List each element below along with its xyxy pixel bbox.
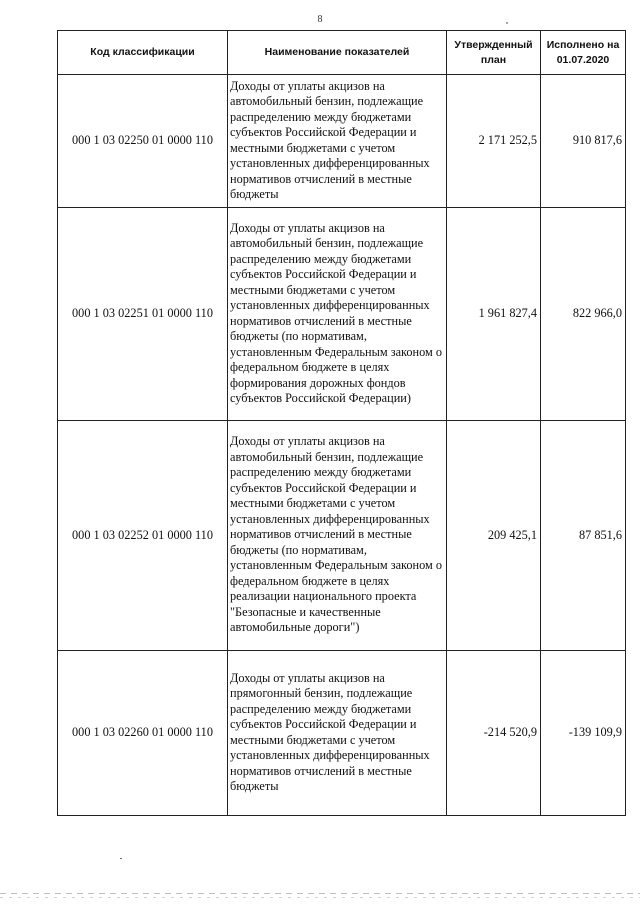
row-code: 000 1 03 02252 01 0000 110	[58, 421, 228, 651]
header-name: Наименование показателей	[228, 31, 447, 75]
row-plan: -214 520,9	[447, 651, 541, 816]
table-row	[58, 208, 626, 421]
row-executed: -139 109,9	[541, 651, 626, 816]
page-number: 8	[317, 14, 323, 25]
row-name: Доходы от уплаты акцизов на автомобильный бензин, подлежащие распределению между бюджетами субъектов Российской Федерации и местными бюджетами с учетом установленных дифференцированных нормативов отчислений в местные бюджеты	[228, 75, 447, 208]
row-plan: 2 171 252,5	[447, 75, 541, 208]
row-executed: 87 851,6	[541, 421, 626, 651]
header-executed: Исполнено на 01.07.2020	[541, 31, 626, 75]
row-plan: 1 961 827,4	[447, 208, 541, 421]
row-code: 000 1 03 02251 01 0000 110	[58, 208, 228, 421]
budget-table	[57, 30, 626, 816]
scan-artifact-line	[0, 893, 640, 894]
row-executed: 910 817,6	[541, 75, 626, 208]
row-name: Доходы от уплаты акцизов на прямогонный бензин, подлежащие распределению между бюджетами субъектов Российской Федерации и местными бюджетами с учетом установленных дифференцированных нормативов отчислений в местные бюджеты	[228, 651, 447, 816]
table-row	[58, 651, 626, 816]
row-executed: 822 966,0	[541, 208, 626, 421]
table-row	[58, 421, 626, 651]
header-code: Код классификации	[58, 31, 228, 75]
table-row	[58, 75, 626, 208]
row-code: 000 1 03 02250 01 0000 110	[58, 75, 228, 208]
scan-artifact-line	[0, 897, 640, 898]
header-plan: Утвержденный план	[447, 31, 541, 75]
row-plan: 209 425,1	[447, 421, 541, 651]
header-row	[58, 31, 626, 75]
row-name: Доходы от уплаты акцизов на автомобильный бензин, подлежащие распределению между бюджетами субъектов Российской Федерации и местными бюджетами с учетом установленных дифференцированных нормативов отчислений в местные бюджеты (по нормативам, установленным Федеральным законом о федеральном бюджете в целях реализации национального проекта "Безопасные и качественные автомобильные дороги")	[228, 421, 447, 651]
scan-speck	[120, 858, 122, 859]
row-code: 000 1 03 02260 01 0000 110	[58, 651, 228, 816]
scan-speck	[506, 22, 508, 24]
row-name: Доходы от уплаты акцизов на автомобильный бензин, подлежащие распределению между бюджетами субъектов Российской Федерации и местными бюджетами с учетом установленных дифференцированных нормативов отчислений в местные бюджеты (по нормативам, установленным Федеральным законом о федеральном бюджете в целях формирования дорожных фондов субъектов Российской Федерации)	[228, 208, 447, 421]
